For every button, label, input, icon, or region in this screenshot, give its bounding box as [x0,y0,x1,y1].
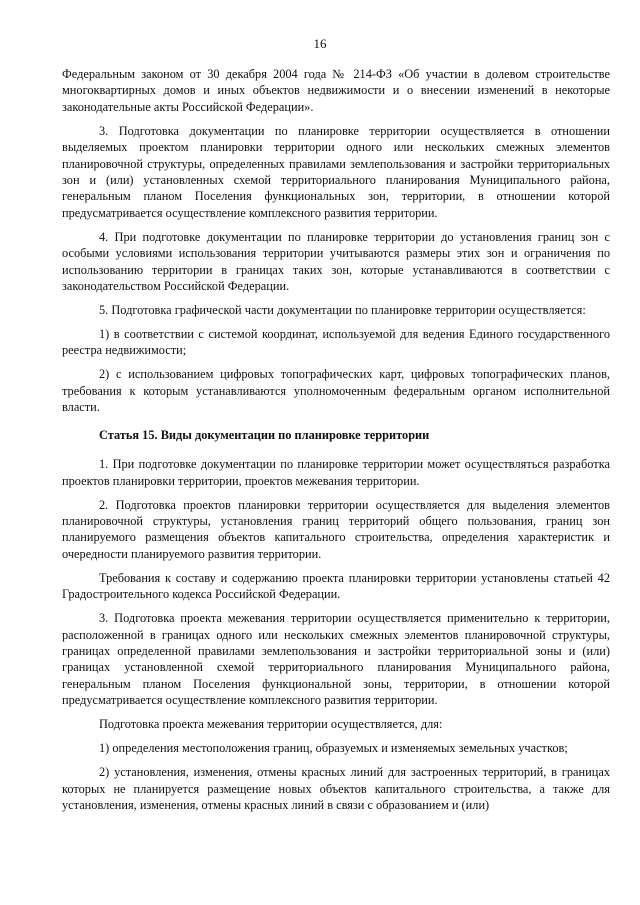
paragraph-item-4: 4. При подготовке документации по планировке территории до установления границ зон с особыми условиями использования территории учитываются размеры этих зон и ограничения по использованию территории в границах таких зон, которые устанавливаются в соответствии с законодательством Российской Федерации. [62,229,610,294]
article-15-purposes-intro: Подготовка проекта межевания территории осуществляется, для: [99,717,443,732]
article-15-purpose-1: 1) определения местоположения границ, образуемых и изменяемых земельных участков; [99,741,568,756]
article-15-requirements: Требования к составу и содержанию проекта планировки территории установлены статьей 42 Градостроительного кодекса Российской Федерации. [62,570,610,602]
article-15-item-2: 2. Подготовка проектов планировки территории осуществляется для выделения элементов планировочной структуры, установления границ территорий общего пользования, границ зон планируемого размещения объектов капитального строительства, определения характеристик и очередности планируемого развития территории. [62,497,610,561]
article-15-item-1: 1. При подготовке документации по планировке территории может осуществляться разработка проектов планировки территории, проектов межевания территории. [62,457,610,488]
paragraph-item-5: 5. Подготовка графической части документации по планировке территории осуществляется: [99,303,586,318]
article-15-item-3: 3. Подготовка проекта межевания территории осуществляется применительно к территории, расположенной в границах одного или нескольких смежных элементов планировочной структуры, границах определенной правилами землепользования и застройки территориальной зоны и (или) границах установленной схемой территориального планирования Муниципального района, генеральным планом Поселения функциональной зоны, территории, в отношении которой предусматривается осуществление комплексного развития территории. [62,611,610,708]
paragraph-item-3: 3. Подготовка документации по планировке территории осуществляется в отношении выделяемых проектом планировки территории одного или нескольких смежных элементов планировочной структуры, определенных правилами землепользования и застройки территориальных зон и (или) установленных схемой территориального планирования Муниципального района, генеральным планом Поселения функциональных зон, территории, в отношении которой предусматривается осуществление комплексного развития территории. [62,123,610,220]
page-number: 16 [313,36,327,51]
paragraph-subitem-2: 2) с использованием цифровых топографических карт, цифровых топографических планов, требования к которым устанавливаются уполномоченным федеральным органом исполнительной власти. [62,367,610,415]
paragraph-subitem-1: 1) в соответствии с системой координат, используемой для ведения Единого государственного реестра недвижимости; [62,327,610,358]
article-15-heading: Статья 15. Виды документации по планировке территории [99,427,430,442]
article-15-purpose-2: 2) установления, изменения, отмены красных линий для застроенных территорий, в границах которых не планируется размещение новых объектов капитального строительства, а также для установления, изменения, отмены красных линий в связи с образованием и (или) [62,765,610,812]
paragraph-federal-law-continuation: Федеральным законом от 30 декабря 2004 года № 214-ФЗ «Об участии в долевом строительстве многоквартирных домов и иных объектов недвижимости и о внесении изменений в некоторые законодательные акты Российской Федерации». [62,67,610,114]
document-body [62,66,610,813]
